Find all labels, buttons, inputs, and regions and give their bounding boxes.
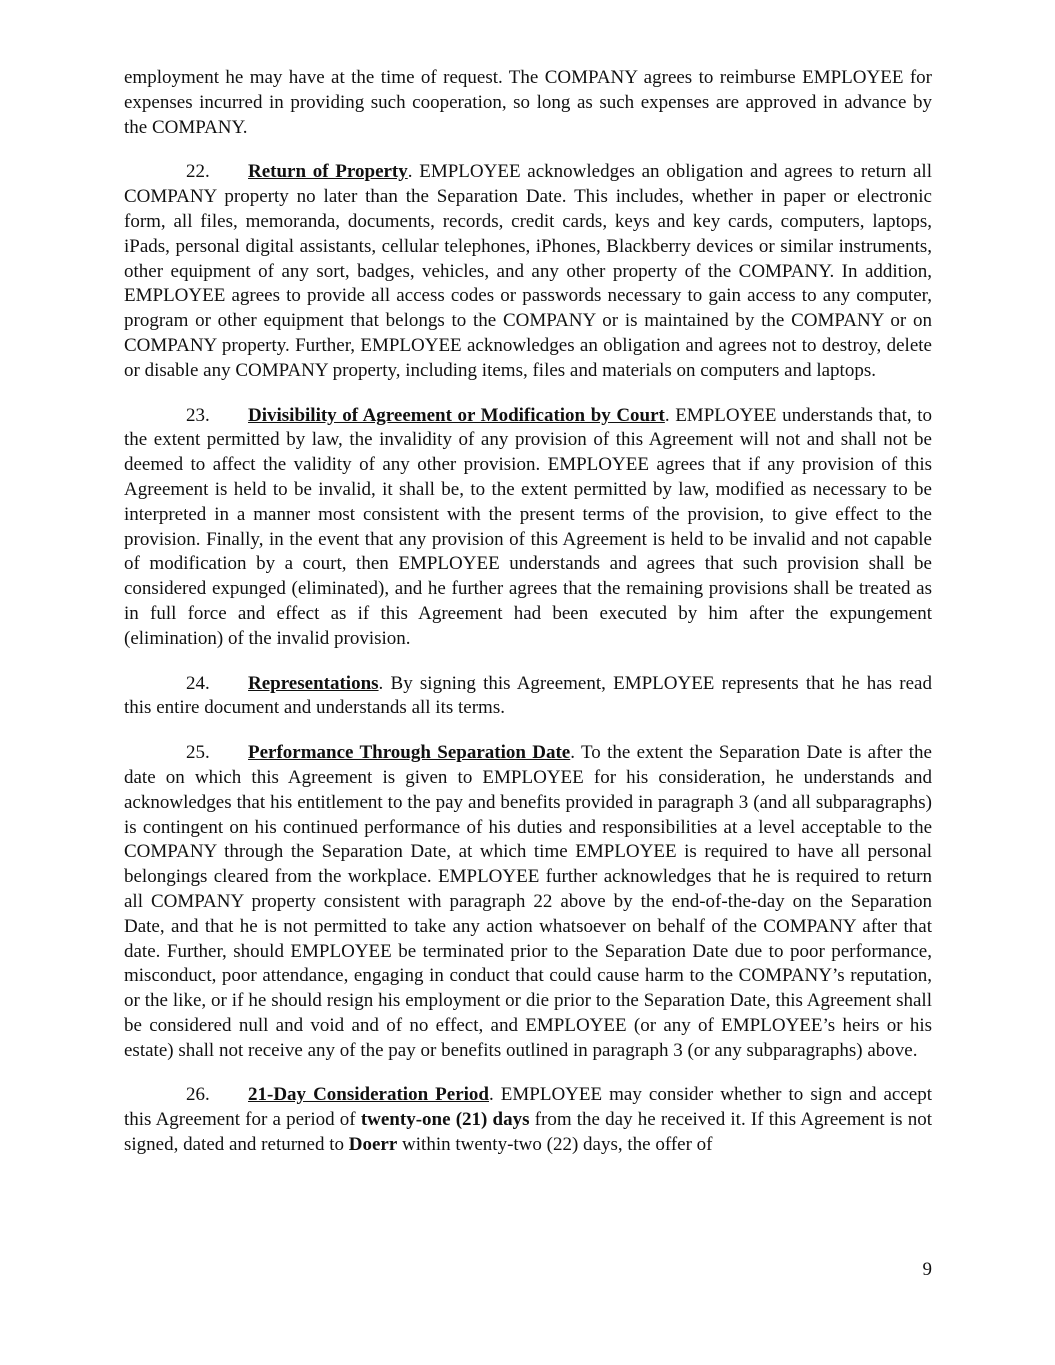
section-number: 25.	[186, 742, 210, 764]
bold-term: Doerr	[348, 1134, 398, 1156]
section-heading: Representations	[248, 672, 379, 694]
section-heading: 21-Day Consideration Period	[248, 1084, 489, 1106]
page-number: 9	[922, 1259, 932, 1280]
section-body: . By signing this Agreement, EMPLOYEE represents that he has read this entire document and understands all its terms.	[124, 672, 932, 719]
section-25	[124, 741, 932, 1063]
section-body: . To the extent the Separation Date is after the date on which this Agreement is given to EMPLOYEE for his consideration, he understands and acknowledges that his entitlement to the pay and benefits provided in paragraph 3 (and all subparagraphs) is contingent on his continued performance of his duties and responsibilities at a level acceptable to the COMPANY through the Separation Date, at which time EMPLOYEE is required to have all personal belongings cleared from the workplace. EMPLOYEE further acknowledges that he is required to return all COMPANY property consistent with paragraph 22 above by the end-of-the-day on the Separation Date, and that he is not permitted to take any action whatsoever on behalf of the COMPANY after that date. Further, should EMPLOYEE be terminated prior to the Separation Date due to poor performance, misconduct, poor attendance, engaging in conduct that could cause harm to the COMPANY’s reputation, or the like, or if he should resign his employment or die prior to the Separation Date, this Agreement shall be considered null and void and of no effect, and EMPLOYEE (or any of EMPLOYEE’s heirs or his estate) shall not receive any of the pay or benefits outlined in paragraph 3 (or any subparagraphs) above.	[124, 742, 932, 1061]
section-number: 22.	[186, 161, 210, 183]
section-body: . EMPLOYEE may consider whether to sign and accept this Agreement for a period of	[124, 1084, 932, 1131]
section-24	[124, 672, 932, 722]
section-number: 24.	[186, 672, 210, 694]
section-body: . EMPLOYEE acknowledges an obligation and agrees to return all COMPANY property no later than the Separation Date. This includes, whether in paper or electronic form, all files, memoranda, documents, records, credit cards, keys and key cards, computers, laptops, iPads, personal digital assistants, cellular telephones, iPhones, Blackberry devices or similar instruments, other equipment of any sort, badges, vehicles, and any other property of the COMPANY. In addition, EMPLOYEE agrees to provide all access codes or passwords necessary to gain access to any computer, program or other equipment that belongs to the COMPANY or is maintained by the COMPANY or on COMPANY property. Further, EMPLOYEE acknowledges an obligation and agrees not to destroy, delete or disable any COMPANY property, including items, files and materials on computers and laptops.	[124, 161, 932, 381]
section-number: 26.	[186, 1084, 210, 1106]
section-22	[124, 160, 932, 383]
section-body: from the day he received it. If this Agreement is not signed, dated and returned to	[124, 1109, 932, 1156]
document-page	[124, 66, 932, 1178]
section-23	[124, 404, 932, 652]
section-heading: Performance Through Separation Date	[248, 742, 571, 764]
continuation-paragraph: employment he may have at the time of request. The COMPANY agrees to reimburse EMPLOYEE for expenses incurred in providing such cooperation, so long as such expenses are approved in advance by the COMPANY.	[124, 67, 932, 138]
bold-term: twenty-one (21) days	[360, 1109, 530, 1131]
section-26	[124, 1083, 932, 1157]
section-heading: Return of Property	[248, 161, 408, 183]
section-number: 23.	[186, 404, 210, 426]
section-body: . EMPLOYEE understands that, to the extent permitted by law, the invalidity of any provision of this Agreement will not and shall not be deemed to affect the validity of any other provision. EMPLOYEE agrees that if any provision of this Agreement is held to be invalid, it shall be, to the extent permitted by law, modified as necessary to be interpreted in a manner most consistent with the present terms of the provision, to give effect to the provision. Finally, in the event that any provision of this Agreement is held to be invalid and not capable of modification by a court, then EMPLOYEE understands and agrees that such provision shall be considered expunged (eliminated), and he further agrees that the remaining provisions shall be treated as in full force and effect as if this Agreement had been executed by him after the expungement (elimination) of the invalid provision.	[124, 404, 932, 649]
section-body: within twenty-two (22) days, the offer of	[397, 1134, 713, 1156]
section-heading: Divisibility of Agreement or Modification by Court	[248, 404, 665, 426]
